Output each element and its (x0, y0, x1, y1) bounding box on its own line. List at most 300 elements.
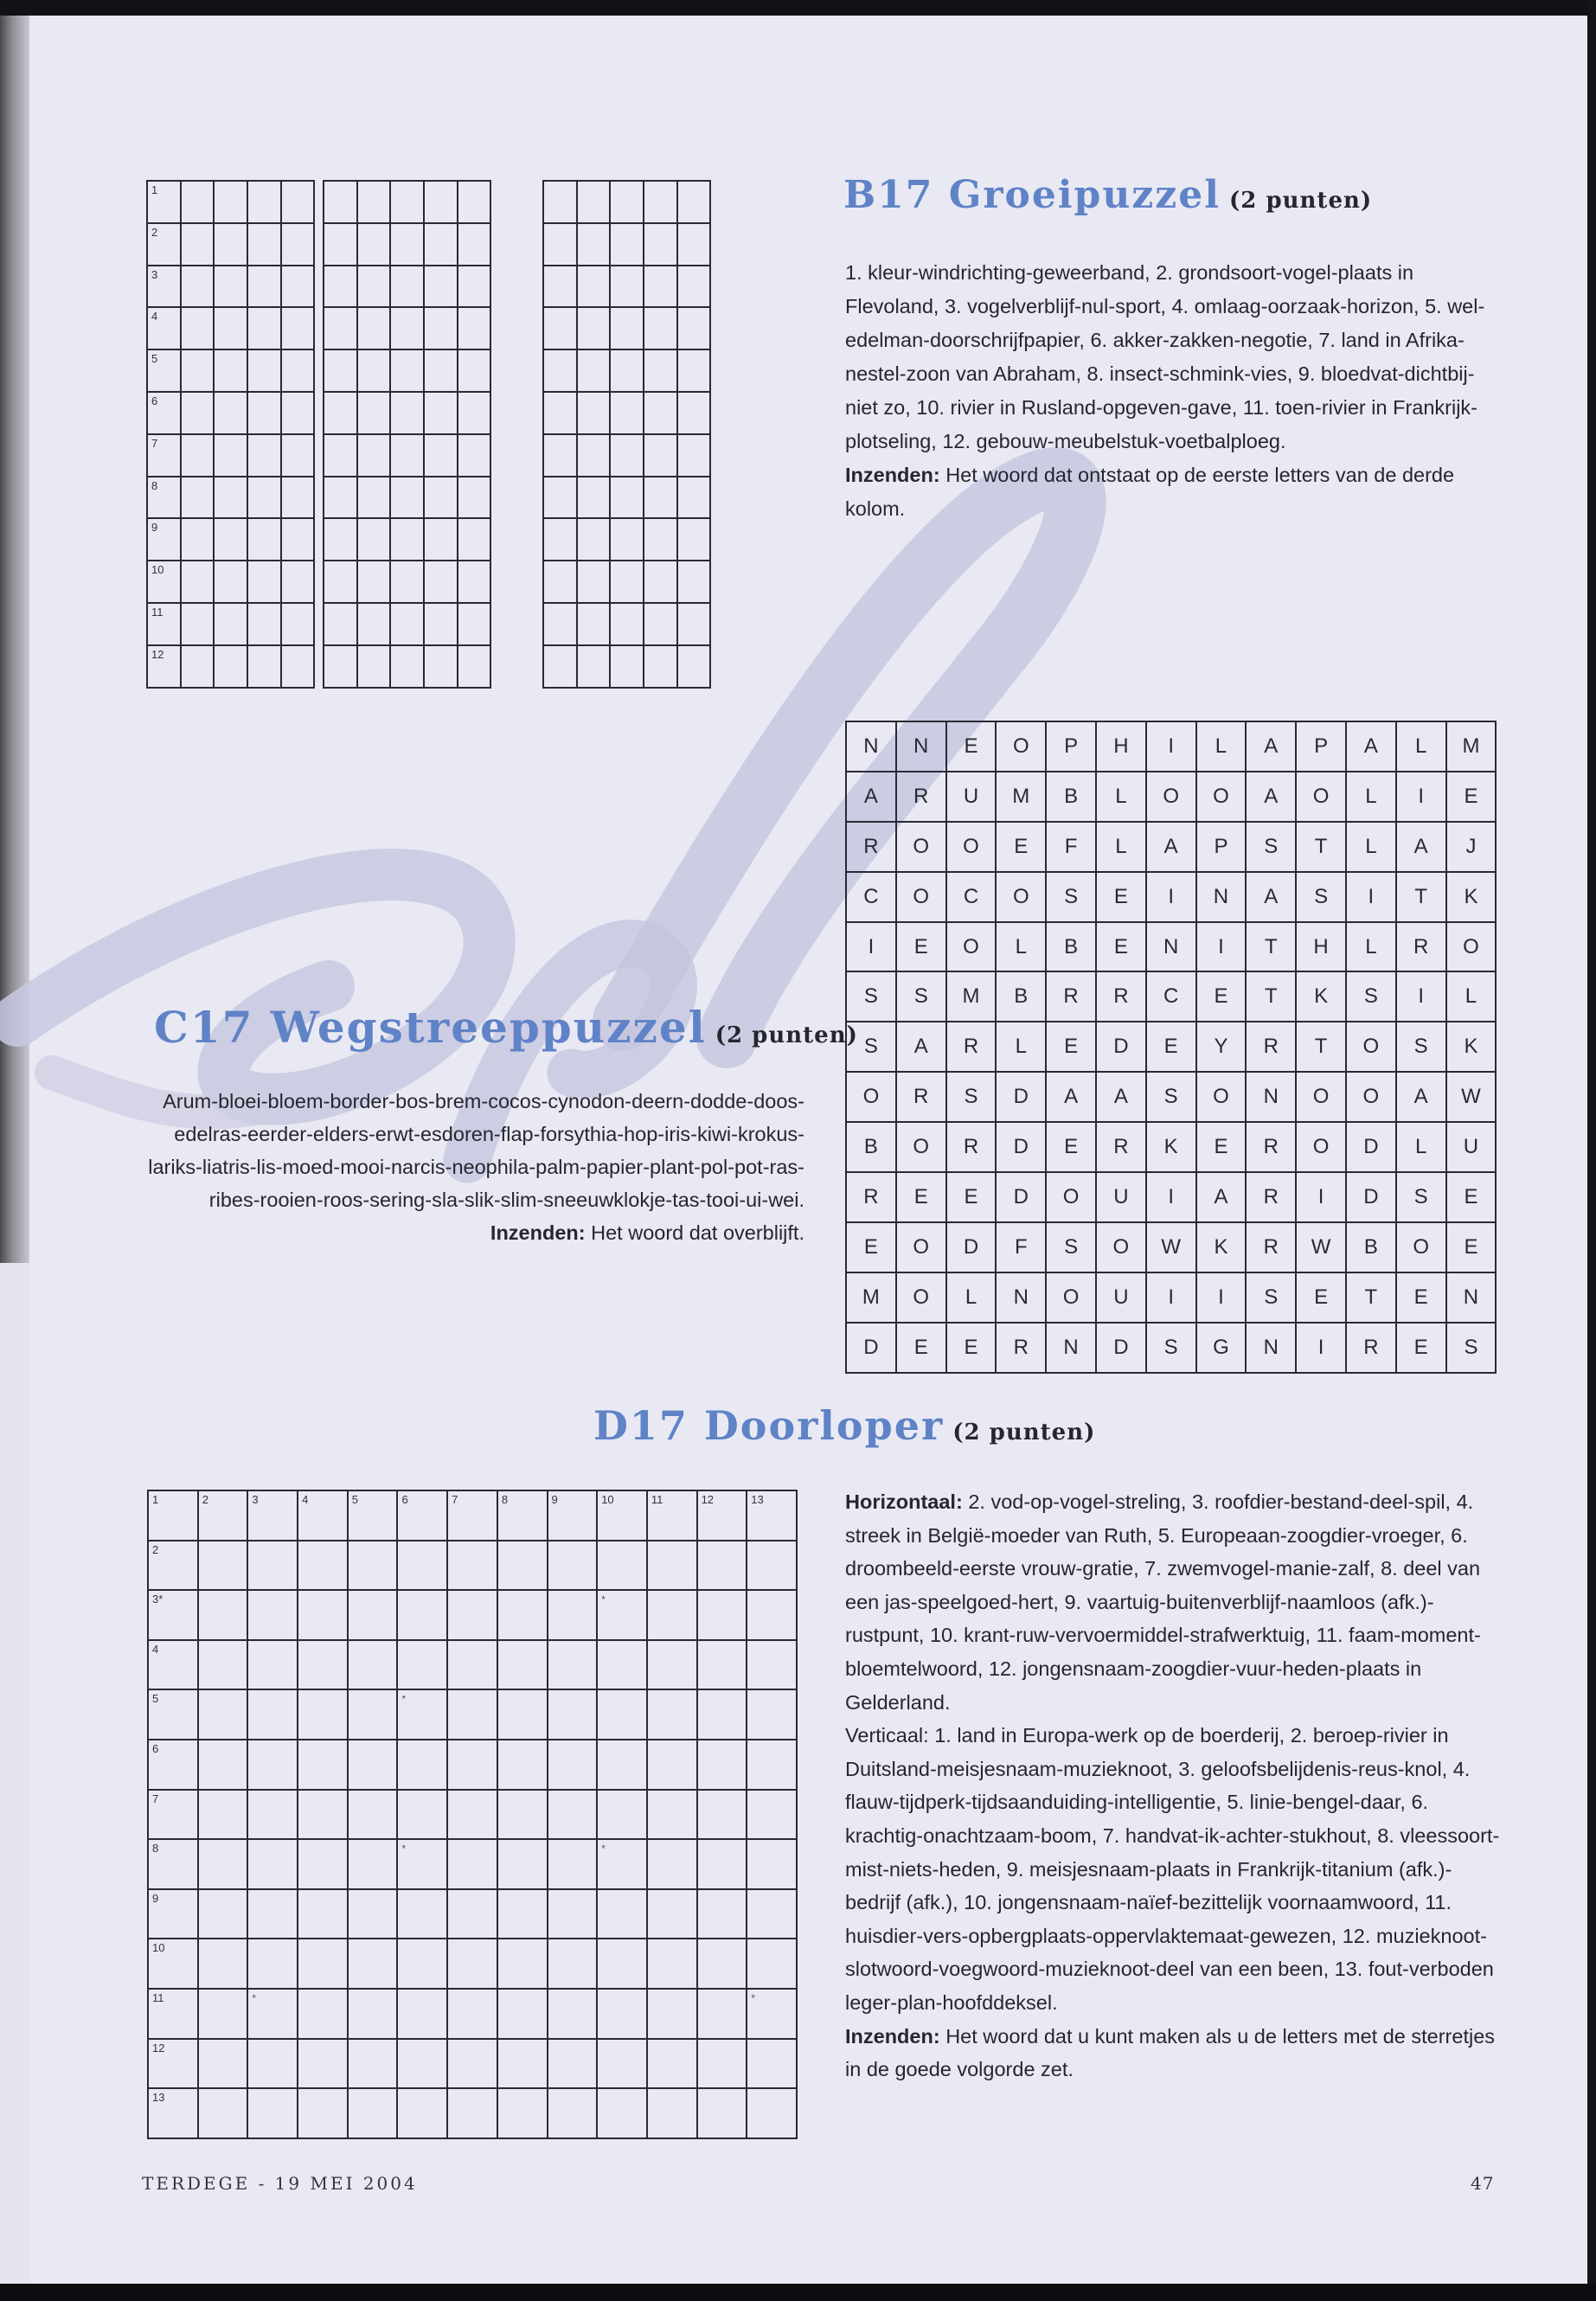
growth-puzzle-cell[interactable] (357, 645, 391, 688)
doorloper-cell[interactable] (298, 1839, 348, 1889)
word-search-letter[interactable]: K (1446, 1022, 1497, 1072)
doorloper-cell[interactable] (697, 1689, 747, 1740)
doorloper-cell[interactable] (198, 1689, 248, 1740)
word-search-letter[interactable]: I (1296, 1323, 1346, 1373)
doorloper-cell[interactable] (647, 1889, 697, 1939)
doorloper-cell[interactable] (497, 1889, 548, 1939)
doorloper-cell[interactable] (247, 1740, 298, 1790)
word-search-letter[interactable]: I (1196, 922, 1247, 972)
word-search-letter[interactable]: R (1246, 1222, 1296, 1272)
doorloper-cell[interactable] (247, 1889, 298, 1939)
doorloper-cell[interactable] (198, 1790, 248, 1840)
growth-puzzle-cell[interactable] (577, 645, 611, 688)
word-search-letter[interactable]: O (946, 822, 997, 872)
doorloper-cell[interactable] (348, 1640, 398, 1690)
doorloper-cell[interactable] (397, 1790, 447, 1840)
growth-puzzle-cell[interactable] (390, 392, 424, 434)
word-search-letter[interactable]: F (1046, 822, 1096, 872)
growth-puzzle-cell[interactable] (357, 349, 391, 392)
growth-puzzle-cell[interactable] (424, 603, 458, 645)
growth-puzzle-cell[interactable] (610, 561, 644, 603)
word-search-letter[interactable]: N (996, 1272, 1046, 1323)
growth-puzzle-cell[interactable] (577, 518, 611, 561)
word-search-letter[interactable]: E (996, 822, 1046, 872)
growth-puzzle-cell[interactable] (577, 181, 611, 223)
growth-puzzle-cell[interactable] (543, 645, 577, 688)
word-search-letter[interactable]: T (1346, 1272, 1396, 1323)
word-search-letter[interactable]: D (946, 1222, 997, 1272)
word-search-letter[interactable]: R (896, 772, 946, 822)
doorloper-cell[interactable] (597, 1740, 647, 1790)
doorloper-cell[interactable] (697, 1590, 747, 1640)
doorloper-cell[interactable] (198, 1740, 248, 1790)
doorloper-cell[interactable] (148, 1541, 198, 1591)
doorloper-cell[interactable] (148, 1490, 198, 1541)
doorloper-cell[interactable] (397, 1490, 447, 1541)
growth-puzzle-cell[interactable] (247, 307, 281, 349)
growth-puzzle-cell[interactable] (281, 518, 315, 561)
growth-puzzle-cell[interactable] (324, 307, 357, 349)
doorloper-cell[interactable] (198, 2088, 248, 2138)
growth-puzzle-cell[interactable] (644, 392, 677, 434)
growth-puzzle-cell[interactable] (543, 518, 577, 561)
doorloper-cell[interactable] (548, 1790, 598, 1840)
word-search-letter[interactable]: N (1046, 1323, 1096, 1373)
doorloper-cell[interactable] (447, 1490, 497, 1541)
growth-puzzle-cell[interactable] (424, 434, 458, 477)
growth-puzzle-cell[interactable] (458, 561, 491, 603)
growth-puzzle-cell[interactable] (577, 349, 611, 392)
growth-puzzle-cell[interactable] (610, 181, 644, 223)
growth-puzzle-cell[interactable] (610, 392, 644, 434)
doorloper-cell[interactable] (747, 1889, 797, 1939)
word-search-letter[interactable]: D (1096, 1022, 1146, 1072)
growth-puzzle-cell[interactable] (247, 181, 281, 223)
growth-puzzle-cell[interactable] (324, 181, 357, 223)
word-search-letter[interactable]: B (996, 971, 1046, 1022)
growth-puzzle-cell[interactable] (458, 645, 491, 688)
growth-puzzle-cell[interactable] (281, 645, 315, 688)
doorloper-cell[interactable] (247, 2039, 298, 2089)
word-search-letter[interactable]: O (996, 721, 1046, 772)
word-search-letter[interactable]: H (1096, 721, 1146, 772)
word-search-letter[interactable]: A (896, 1022, 946, 1072)
doorloper-cell[interactable] (447, 1689, 497, 1740)
doorloper-cell[interactable] (597, 1889, 647, 1939)
doorloper-cell[interactable] (647, 1640, 697, 1690)
word-search-letter[interactable]: T (1296, 822, 1346, 872)
growth-puzzle-cell[interactable] (577, 603, 611, 645)
word-search-letter[interactable]: R (1396, 922, 1446, 972)
word-search-letter[interactable]: O (1296, 1122, 1346, 1172)
word-search-letter[interactable]: O (896, 1122, 946, 1172)
word-search-letter[interactable]: R (1246, 1022, 1296, 1072)
doorloper-cell[interactable] (348, 2088, 398, 2138)
word-search-letter[interactable]: R (946, 1022, 997, 1072)
word-search-letter[interactable]: I (1146, 721, 1196, 772)
word-search-letter[interactable]: L (1346, 772, 1396, 822)
word-search-letter[interactable]: D (996, 1072, 1046, 1122)
growth-puzzle-cell[interactable] (644, 477, 677, 519)
doorloper-cell[interactable] (597, 2039, 647, 2089)
growth-puzzle-cell[interactable] (181, 603, 215, 645)
doorloper-cell[interactable] (697, 2088, 747, 2138)
word-search-letter[interactable]: D (996, 1172, 1046, 1222)
doorloper-cell[interactable] (247, 1689, 298, 1740)
growth-puzzle-cell[interactable] (577, 477, 611, 519)
growth-puzzle-cell[interactable] (610, 307, 644, 349)
growth-puzzle-cell[interactable] (181, 181, 215, 223)
doorloper-cell[interactable] (198, 1490, 248, 1541)
growth-puzzle-cell[interactable] (324, 518, 357, 561)
word-search-letter[interactable]: P (1196, 822, 1247, 872)
word-search-letter[interactable]: O (896, 1222, 946, 1272)
word-search-letter[interactable]: A (1196, 1172, 1247, 1222)
word-search-letter[interactable]: D (996, 1122, 1046, 1172)
word-search-letter[interactable]: I (1146, 872, 1196, 922)
doorloper-cell[interactable] (697, 1640, 747, 1690)
growth-puzzle-cell[interactable] (324, 223, 357, 266)
growth-puzzle-cell[interactable] (147, 603, 181, 645)
doorloper-cell[interactable] (148, 1590, 198, 1640)
growth-puzzle-cell[interactable] (324, 561, 357, 603)
growth-puzzle-cell[interactable] (247, 645, 281, 688)
growth-puzzle-cell[interactable] (677, 307, 711, 349)
doorloper-cell[interactable] (298, 1640, 348, 1690)
doorloper-cell[interactable] (298, 1490, 348, 1541)
word-search-letter[interactable]: R (946, 1122, 997, 1172)
growth-puzzle-cell[interactable] (424, 561, 458, 603)
doorloper-cell[interactable] (348, 1740, 398, 1790)
word-search-letter[interactable]: I (1396, 772, 1446, 822)
growth-puzzle-cell[interactable] (424, 307, 458, 349)
word-search-letter[interactable]: R (1346, 1323, 1396, 1373)
word-search-letter[interactable]: I (846, 922, 896, 972)
doorloper-cell[interactable] (148, 1740, 198, 1790)
growth-puzzle-cell[interactable] (424, 392, 458, 434)
word-search-letter[interactable]: O (896, 822, 946, 872)
doorloper-cell[interactable] (647, 1839, 697, 1889)
growth-puzzle-cell[interactable] (324, 603, 357, 645)
doorloper-cell[interactable] (497, 1590, 548, 1640)
growth-puzzle-cell[interactable] (214, 392, 247, 434)
word-search-letter[interactable]: T (1246, 922, 1296, 972)
growth-puzzle-cell[interactable] (610, 434, 644, 477)
growth-puzzle-cell[interactable] (677, 223, 711, 266)
doorloper-cell[interactable] (548, 1839, 598, 1889)
growth-puzzle-cell[interactable] (281, 223, 315, 266)
growth-puzzle-cell[interactable] (610, 518, 644, 561)
word-search-letter[interactable]: S (846, 971, 896, 1022)
doorloper-cell[interactable] (198, 1590, 248, 1640)
doorloper-cell[interactable] (198, 1889, 248, 1939)
doorloper-cell[interactable] (548, 1590, 598, 1640)
doorloper-cell[interactable] (497, 2088, 548, 2138)
growth-puzzle-cell[interactable] (644, 307, 677, 349)
growth-puzzle-cell[interactable] (181, 434, 215, 477)
word-search-letter[interactable]: M (996, 772, 1046, 822)
growth-puzzle-cell[interactable] (677, 603, 711, 645)
doorloper-cell[interactable] (447, 1790, 497, 1840)
growth-puzzle-cell[interactable] (458, 392, 491, 434)
word-search-letter[interactable]: P (1296, 721, 1346, 772)
word-search-letter[interactable]: N (896, 721, 946, 772)
word-search-letter[interactable]: E (946, 721, 997, 772)
doorloper-cell[interactable] (148, 2088, 198, 2138)
growth-puzzle-cell[interactable] (214, 266, 247, 308)
growth-puzzle-cell[interactable] (644, 434, 677, 477)
word-search-letter[interactable]: P (1046, 721, 1096, 772)
growth-puzzle-cell[interactable] (247, 266, 281, 308)
word-search-letter[interactable]: S (1146, 1072, 1196, 1122)
word-search-letter[interactable]: O (1196, 1072, 1247, 1122)
word-search-letter[interactable]: W (1296, 1222, 1346, 1272)
growth-puzzle-cell[interactable] (147, 434, 181, 477)
growth-puzzle-cell[interactable] (577, 392, 611, 434)
doorloper-cell[interactable] (747, 1740, 797, 1790)
word-search-letter[interactable]: B (1346, 1222, 1396, 1272)
growth-puzzle-cell[interactable] (281, 603, 315, 645)
doorloper-cell[interactable] (548, 1989, 598, 2039)
word-search-letter[interactable]: A (846, 772, 896, 822)
doorloper-cell[interactable] (548, 1689, 598, 1740)
word-search-letter[interactable]: F (996, 1222, 1046, 1272)
doorloper-cell[interactable] (348, 1889, 398, 1939)
doorloper-cell[interactable] (247, 1790, 298, 1840)
doorloper-cell[interactable] (348, 1939, 398, 1989)
growth-puzzle-cell[interactable] (610, 477, 644, 519)
growth-puzzle-cell[interactable] (147, 307, 181, 349)
growth-puzzle-cell[interactable] (247, 477, 281, 519)
doorloper-cell[interactable] (597, 1839, 647, 1889)
word-search-letter[interactable]: L (1096, 822, 1146, 872)
word-search-letter[interactable]: K (1296, 971, 1346, 1022)
doorloper-cell[interactable] (697, 1889, 747, 1939)
growth-puzzle-cell[interactable] (424, 477, 458, 519)
growth-puzzle-cell[interactable] (181, 392, 215, 434)
doorloper-cell[interactable] (548, 1740, 598, 1790)
doorloper-cell[interactable] (148, 1839, 198, 1889)
growth-puzzle-cell[interactable] (147, 181, 181, 223)
word-search-letter[interactable]: O (846, 1072, 896, 1122)
growth-puzzle-cell[interactable] (181, 349, 215, 392)
growth-puzzle-cell[interactable] (247, 518, 281, 561)
growth-puzzle-cell[interactable] (644, 223, 677, 266)
growth-puzzle-cell[interactable] (357, 307, 391, 349)
doorloper-cell[interactable] (298, 1541, 348, 1591)
word-search-letter[interactable]: N (1196, 872, 1247, 922)
doorloper-cell[interactable] (447, 1740, 497, 1790)
growth-puzzle-cell[interactable] (181, 307, 215, 349)
word-search-letter[interactable]: I (1296, 1172, 1346, 1222)
word-search-letter[interactable]: L (1396, 1122, 1446, 1172)
doorloper-cell[interactable] (298, 1590, 348, 1640)
growth-puzzle-cell[interactable] (677, 434, 711, 477)
word-search-letter[interactable]: N (1446, 1272, 1497, 1323)
doorloper-cell[interactable] (397, 1740, 447, 1790)
word-search-letter[interactable]: M (946, 971, 997, 1022)
word-search-letter[interactable]: E (946, 1172, 997, 1222)
growth-puzzle-cell[interactable] (458, 603, 491, 645)
word-search-letter[interactable]: K (1446, 872, 1497, 922)
doorloper-cell[interactable] (348, 1590, 398, 1640)
growth-puzzle-cell[interactable] (181, 477, 215, 519)
growth-puzzle-cell[interactable] (147, 645, 181, 688)
doorloper-cell[interactable] (697, 1839, 747, 1889)
growth-puzzle-cell[interactable] (644, 561, 677, 603)
word-search-letter[interactable]: G (1196, 1323, 1247, 1373)
growth-puzzle-cell[interactable] (390, 181, 424, 223)
growth-puzzle-cell[interactable] (458, 181, 491, 223)
doorloper-cell[interactable] (497, 1939, 548, 1989)
growth-puzzle-cell[interactable] (181, 223, 215, 266)
word-search-letter[interactable]: D (846, 1323, 896, 1373)
word-search-letter[interactable]: K (1196, 1222, 1247, 1272)
word-search-letter[interactable]: Y (1196, 1022, 1247, 1072)
doorloper-cell[interactable] (597, 1490, 647, 1541)
word-search-letter[interactable]: S (1046, 872, 1096, 922)
growth-puzzle-cell[interactable] (577, 307, 611, 349)
doorloper-cell[interactable] (747, 1939, 797, 1989)
doorloper-cell[interactable] (747, 1541, 797, 1591)
word-search-letter[interactable]: E (1396, 1272, 1446, 1323)
word-search-letter[interactable]: R (896, 1072, 946, 1122)
word-search-letter[interactable]: O (996, 872, 1046, 922)
doorloper-cell[interactable] (397, 1889, 447, 1939)
word-search-letter[interactable]: D (1346, 1122, 1396, 1172)
word-search-letter[interactable]: N (846, 721, 896, 772)
word-search-letter[interactable]: E (896, 922, 946, 972)
doorloper-cell[interactable] (747, 2039, 797, 2089)
word-search-letter[interactable]: O (1046, 1172, 1096, 1222)
word-search-letter[interactable]: O (1196, 772, 1247, 822)
word-search-letter[interactable]: S (896, 971, 946, 1022)
doorloper-cell[interactable] (647, 1939, 697, 1989)
growth-puzzle-cell[interactable] (577, 561, 611, 603)
doorloper-cell[interactable] (597, 1689, 647, 1740)
growth-puzzle-cell[interactable] (181, 518, 215, 561)
doorloper-cell[interactable] (447, 1989, 497, 2039)
word-search-letter[interactable]: S (1396, 1022, 1446, 1072)
doorloper-cell[interactable] (397, 2088, 447, 2138)
doorloper-cell[interactable] (597, 1541, 647, 1591)
growth-puzzle-cell[interactable] (424, 223, 458, 266)
word-search-letter[interactable]: I (1146, 1172, 1196, 1222)
word-search-letter[interactable]: R (996, 1323, 1046, 1373)
word-search-letter[interactable]: U (1096, 1272, 1146, 1323)
growth-puzzle-cell[interactable] (281, 561, 315, 603)
doorloper-cell[interactable] (198, 1989, 248, 2039)
word-search-letter[interactable]: U (1446, 1122, 1497, 1172)
word-search-letter[interactable]: A (1046, 1072, 1096, 1122)
word-search-letter[interactable]: M (1446, 721, 1497, 772)
growth-puzzle-cell[interactable] (610, 349, 644, 392)
doorloper-cell[interactable] (247, 1490, 298, 1541)
word-search-letter[interactable]: E (1046, 1122, 1096, 1172)
word-search-letter[interactable]: S (846, 1022, 896, 1072)
growth-puzzle-cell[interactable] (458, 518, 491, 561)
growth-puzzle-cell[interactable] (324, 477, 357, 519)
doorloper-cell[interactable] (647, 1590, 697, 1640)
word-search-letter[interactable]: U (1096, 1172, 1146, 1222)
word-search-letter[interactable]: E (1096, 922, 1146, 972)
word-search-letter[interactable]: L (1096, 772, 1146, 822)
word-search-letter[interactable]: R (1246, 1172, 1296, 1222)
growth-puzzle-cell[interactable] (543, 223, 577, 266)
doorloper-cell[interactable] (647, 1490, 697, 1541)
growth-puzzle-cell[interactable] (458, 307, 491, 349)
growth-puzzle-cell[interactable] (357, 181, 391, 223)
doorloper-cell[interactable] (397, 1640, 447, 1690)
doorloper-cell[interactable] (747, 1640, 797, 1690)
growth-puzzle-cell[interactable] (147, 561, 181, 603)
growth-puzzle-cell[interactable] (610, 223, 644, 266)
word-search-letter[interactable]: E (1146, 1022, 1196, 1072)
doorloper-cell[interactable] (447, 1889, 497, 1939)
growth-puzzle-cell[interactable] (181, 561, 215, 603)
word-search-letter[interactable]: S (1146, 1323, 1196, 1373)
growth-puzzle-cell[interactable] (247, 392, 281, 434)
doorloper-cell[interactable] (348, 1790, 398, 1840)
growth-puzzle-cell[interactable] (458, 349, 491, 392)
doorloper-cell[interactable] (497, 1640, 548, 1690)
doorloper-cell[interactable] (697, 1989, 747, 2039)
growth-puzzle-cell[interactable] (281, 181, 315, 223)
doorloper-cell[interactable] (548, 1541, 598, 1591)
growth-puzzle-cell[interactable] (214, 349, 247, 392)
growth-puzzle-cell[interactable] (324, 434, 357, 477)
growth-puzzle-cell[interactable] (147, 349, 181, 392)
doorloper-cell[interactable] (348, 1989, 398, 2039)
growth-puzzle-cell[interactable] (247, 603, 281, 645)
word-search-letter[interactable]: O (1146, 772, 1196, 822)
doorloper-cell[interactable] (397, 1590, 447, 1640)
doorloper-cell[interactable] (497, 1490, 548, 1541)
growth-puzzle-cell[interactable] (324, 645, 357, 688)
growth-puzzle-cell[interactable] (677, 518, 711, 561)
word-search-letter[interactable]: A (1246, 721, 1296, 772)
doorloper-cell[interactable] (647, 1740, 697, 1790)
word-search-letter[interactable]: S (1446, 1323, 1497, 1373)
word-search-letter[interactable]: E (1446, 772, 1497, 822)
word-search-letter[interactable]: R (1246, 1122, 1296, 1172)
growth-puzzle-cell[interactable] (543, 477, 577, 519)
word-search-letter[interactable]: T (1296, 1022, 1346, 1072)
word-search-letter[interactable]: T (1246, 971, 1296, 1022)
word-search-letter[interactable]: L (1346, 922, 1396, 972)
doorloper-cell[interactable] (447, 1939, 497, 1989)
word-search-letter[interactable]: J (1446, 822, 1497, 872)
doorloper-cell[interactable] (647, 1689, 697, 1740)
growth-puzzle-cell[interactable] (644, 645, 677, 688)
doorloper-cell[interactable] (497, 1689, 548, 1740)
growth-puzzle-cell[interactable] (357, 223, 391, 266)
word-search-letter[interactable]: L (996, 1022, 1046, 1072)
doorloper-cell[interactable] (447, 2039, 497, 2089)
doorloper-cell[interactable] (298, 1889, 348, 1939)
doorloper-cell[interactable] (348, 1839, 398, 1889)
doorloper-cell[interactable] (148, 1939, 198, 1989)
word-search-letter[interactable]: R (846, 822, 896, 872)
doorloper-cell[interactable] (597, 2088, 647, 2138)
doorloper-cell[interactable] (447, 2088, 497, 2138)
doorloper-cell[interactable] (397, 1541, 447, 1591)
doorloper-cell[interactable] (548, 1889, 598, 1939)
doorloper-cell[interactable] (198, 1839, 248, 1889)
growth-puzzle-cell[interactable] (644, 266, 677, 308)
doorloper-cell[interactable] (697, 1740, 747, 1790)
doorloper-cell[interactable] (647, 1541, 697, 1591)
